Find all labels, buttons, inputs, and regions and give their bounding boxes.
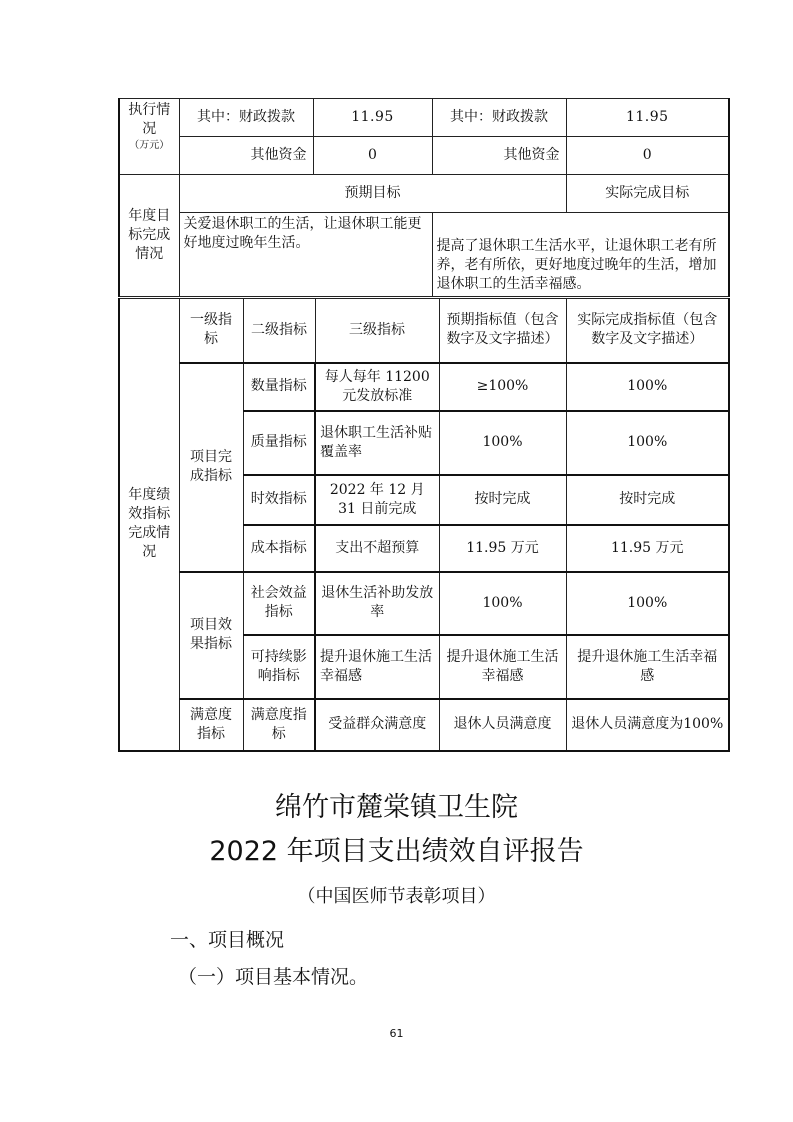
row-expected: 11.95 万元 bbox=[439, 525, 566, 572]
goal-label: 年度目标完成情况 bbox=[119, 175, 179, 297]
expected-header: 预期目标 bbox=[179, 175, 566, 213]
actual-goal-text: 提高了退休职工生活水平，让退休职工老有所养，老有所依，更好地度过晚年的生活，增加退休职工的生活幸福感。 bbox=[432, 213, 729, 297]
other-label-a: 其他资金 bbox=[179, 137, 313, 175]
row-level2: 质量指标 bbox=[243, 411, 315, 475]
row-expected: 100% bbox=[439, 411, 566, 475]
fin-label-a: 其中：财政拨款 bbox=[179, 99, 313, 137]
other-label-b: 其他资金 bbox=[432, 137, 566, 175]
row-level3: 提升退休施工生活幸福感 bbox=[315, 635, 439, 699]
fin-value-a: 11.95 bbox=[313, 99, 432, 137]
group-completion: 项目完成指标 bbox=[179, 363, 243, 572]
table-row bbox=[119, 699, 729, 751]
indicators-section-label: 年度绩效指标完成情况 bbox=[119, 299, 179, 751]
row-expected: ≥100% bbox=[439, 363, 566, 411]
table-row bbox=[119, 363, 729, 411]
header-level2: 二级指标 bbox=[243, 299, 315, 363]
funding-goal-table bbox=[118, 98, 730, 297]
table-row bbox=[119, 572, 729, 635]
actual-header: 实际完成目标 bbox=[566, 175, 729, 213]
header-expected: 预期指标值（包含数字及文字描述） bbox=[439, 299, 566, 363]
row-level2: 数量指标 bbox=[243, 363, 315, 411]
header-level1: 一级指标 bbox=[179, 299, 243, 363]
row-level2: 时效指标 bbox=[243, 475, 315, 525]
row-level3: 退休生活补助发放率 bbox=[315, 572, 439, 635]
fin-value-b: 11.95 bbox=[566, 99, 729, 137]
row-actual: 按时完成 bbox=[566, 475, 729, 525]
indicators-table bbox=[118, 298, 730, 752]
header-level3: 三级指标 bbox=[315, 299, 439, 363]
other-value-a: 0 bbox=[313, 137, 432, 175]
row-level3: 支出不超预算 bbox=[315, 525, 439, 572]
row-actual: 100% bbox=[566, 572, 729, 635]
row-actual: 退休人员满意度为100% bbox=[566, 699, 729, 751]
exec-unit: （万元） bbox=[129, 140, 170, 151]
group-effect: 项目效果指标 bbox=[179, 572, 243, 699]
page-number: 61 bbox=[389, 1027, 404, 1040]
row-expected: 退休人员满意度 bbox=[439, 699, 566, 751]
fin-label-b: 其中：财政拨款 bbox=[432, 99, 566, 137]
section-heading: 一、项目概况 bbox=[170, 929, 285, 951]
other-value-b: 0 bbox=[566, 137, 729, 175]
row-level3: 退休职工生活补贴覆盖率 bbox=[315, 411, 439, 475]
row-level2: 社会效益指标 bbox=[243, 572, 315, 635]
row-actual: 100% bbox=[566, 411, 729, 475]
row-level3: 每人每年 11200 元发放标准 bbox=[315, 363, 439, 411]
expected-goal-text: 关爱退休职工的生活，让退休职工能更好地度过晚年生活。 bbox=[179, 213, 432, 297]
row-expected: 100% bbox=[439, 572, 566, 635]
header-actual: 实际完成指标值（包含数字及文字描述） bbox=[566, 299, 729, 363]
row-level2: 可持续影响指标 bbox=[243, 635, 315, 699]
row-actual: 提升退休施工生活幸福感 bbox=[566, 635, 729, 699]
subsection-heading: （一）项目基本情况。 bbox=[178, 966, 369, 988]
report-subtitle: （中国医师节表彰项目） bbox=[297, 886, 496, 907]
report-title-line1: 绵竹市麓棠镇卫生院 bbox=[275, 792, 518, 823]
exec-label: 执行情况 bbox=[128, 102, 171, 137]
report-title-line2: 2022 年项目支出绩效自评报告 bbox=[209, 836, 584, 867]
row-level3: 受益群众满意度 bbox=[315, 699, 439, 751]
row-actual: 11.95 万元 bbox=[566, 525, 729, 572]
row-level3: 2022 年 12 月 31 日前完成 bbox=[315, 475, 439, 525]
row-level2: 满意度指标 bbox=[243, 699, 315, 751]
row-expected: 提升退休施工生活幸福感 bbox=[439, 635, 566, 699]
row-level2: 成本指标 bbox=[243, 525, 315, 572]
group-satisfaction: 满意度指标 bbox=[179, 699, 243, 751]
exec-label-cell bbox=[119, 99, 179, 175]
row-expected: 按时完成 bbox=[439, 475, 566, 525]
row-actual: 100% bbox=[566, 363, 729, 411]
